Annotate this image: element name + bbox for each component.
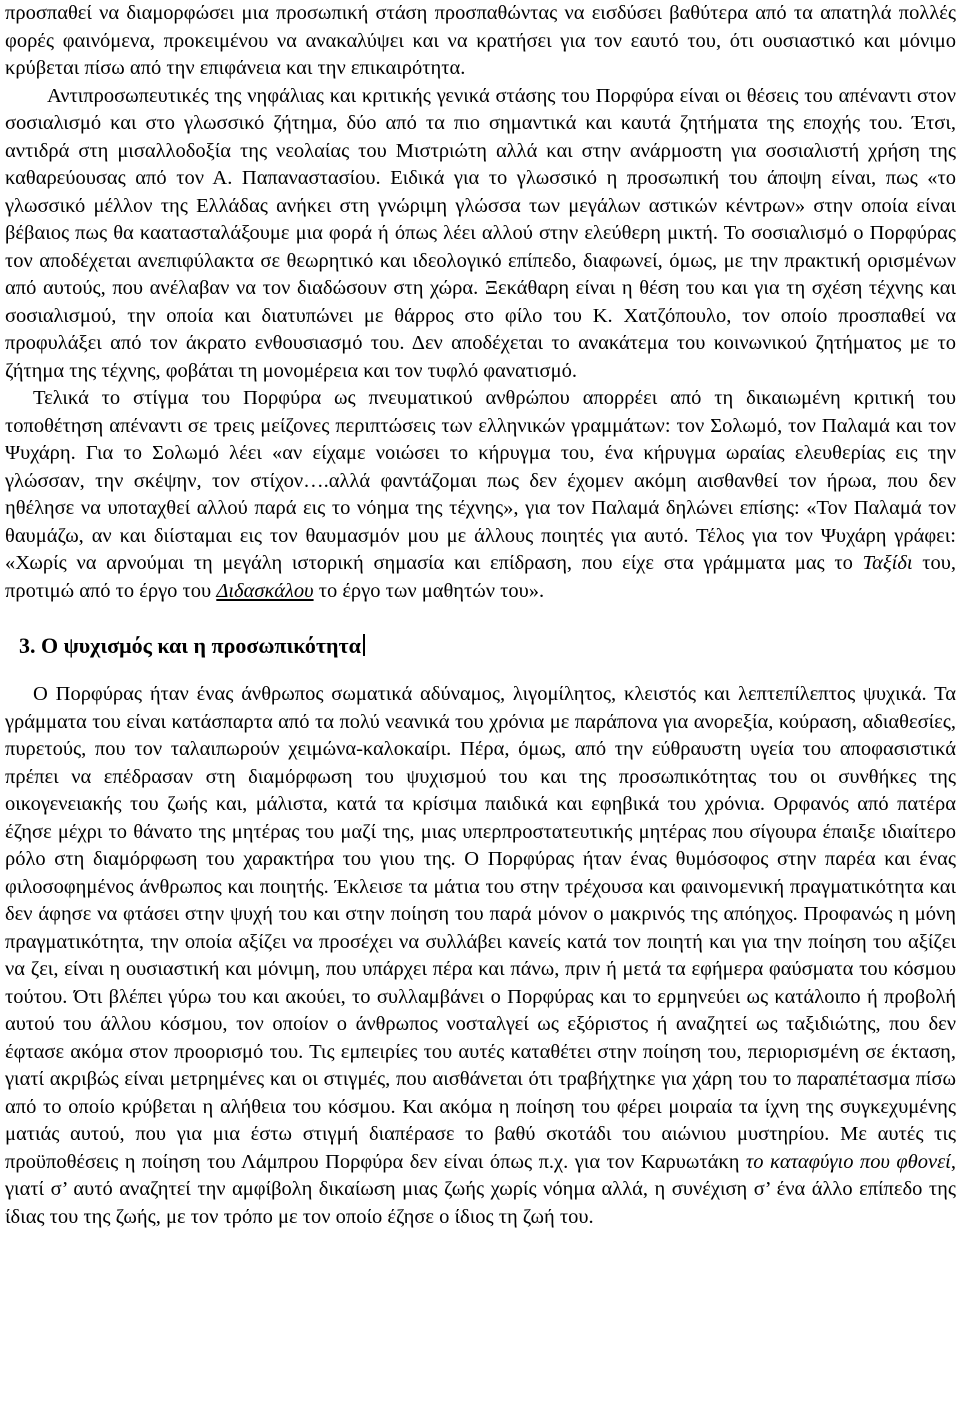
paragraph-text-a: Τελικά το στίγμα του Πορφύρα ως πνευματικού ανθρώπου απορρέει από τη δικαιωμένη κριτική του τοποθέτηση απέναντι σε τρεις μείζονες περιπτώσεις των ελληνικών γραμμάτων: τον Σολωμό, τον Παλαμά και τον Ψυχάρη. Για το Σολωμό λέει «αν είχαμε νοιώσει το κήρυγμα του, ένα κήρυγμα ωραίας ελευθερίας εις την γλώσσαν, την σκέψην, τον στίχον….αλλά φαντάζομαι πως δεν έχομεν ακόμη αισθανθεί τον ήρωα, που δεν ηθέλησε να υποταχθεί αλλού παρά εις το νόημα της τέχνης», για τον Παλαμά δηλώνει επίσης: «Τον Παλαμά τον θαυμάζω, αν και διίσταμαι εις τον θαυμασμόν μου με άλλους ποιητές για αυτό. Τέλος για τον Ψυχάρη γράφει: «Χωρίς να αρνούμαι τη μεγάλη ιστορική σημασία και επίδραση, που είχε στα γράμματα μας το (5, 387, 956, 574)
paragraph-text (5, 681, 956, 1231)
paragraph-text-a: Ο Πορφύρας ήταν ένας άνθρωπος σωματικά αδύναμος, λιγομίλητος, κλειστός και λεπτεπίλεπτος ψυχικά. Τα γράμματα του είναι κατάσπαρτα από τα πολύ νεανικά του χρόνια με παράπονα για ανορεξία, κούραση, αδιαθεσίες, πυρετούς, που τον ταλαιπωρούν χειμώνα-καλοκαίρι. Πέρα, όμως, από την εύθραυστη υγεία του αποφασιστικά πρέπει να επέδρασαν στη διαμόρφωση του ψυχισμού του και της προσωπικότητας του οι συνθήκες της οικογενειακής του ζωής και, μάλιστα, κατά τα κρίσιμα παιδικά και εφηβικά του χρόνια. Ορφανός από πατέρα έζησε μέχρι το θάνατο της μητέρας του μαζί της, μιας υπερπροστατευτικής μητέρας που σίγουρα έπαιξε ιδιαίτερο ρόλο στη διαμόρφωση του χαρακτήρα του γιου της. Ο Πορφύρας ήταν ένας θυμόσοφος στην παρέα και ένας φιλοσοφημένος άνθρωπος και ποιητής. Έκλεισε τα μάτια του στην τρέχουσα και φαινομενική πραγματικότητα και δεν άφησε να φτάσει στην ψυχή του και στην ποίηση του παρά μόνον ο μακρινός της απόηχος. Προφανώς η μόνη πραγματικότητα, την οποία αξίζει να προσέχει να συλλάβει κανείς κατά τον ποιητή και για την ποίηση του αξίζει να ζει, είναι η ουσιαστική και μόνιμη, που υπάρχει πέρα και πάνω, πριν ή μετά τα εφήμερα φαύσματα του κόσμου τούτου. Ότι βλέπει γύρω του και ακούει, το συλλαμβάνει ο Πορφύρας και το ερμηνεύει ως κατάλοιπο ή προβολή αυτού του άλλου κόσμου, τον οποίον ο άνθρωπος νοσταλγεί ως εξόριστος ή αναζητεί ως ταξιδιώτης, που δεν έφτασε ακόμα στον προορισμό του. Τις εμπειρίες του αυτές καταθέτει στην ποίηση του, περιορισμένη σε έκταση, γιατί ακριβώς είναι μετρημένες και οι στιγμές, που αισθάνεται ότι τραβήχτηκε για χάρη του το παραπέτασμα πίσω από το οποίο κρύβεται η αλήθεια του κόσμου. Και ακόμα η ποίηση του φέρει μοιραία τα ίχνη της συγκεχυμένης ματιάς αυτού, που για μια έστω στιγμή διαπέρασε το βαθύ σκοτάδι του αιώνιου μυστηρίου. Με αυτές τις προϋποθέσεις η ποίηση του Λάμπρου Πορφύρα δεν είναι όπως π.χ. για τον Καρυωτάκη (5, 683, 956, 1173)
italic-quote-katafygio: το καταφύγιο που φθονεί (745, 1150, 951, 1173)
paragraph-critical-position (5, 385, 956, 605)
paragraph-continuation: προσπαθεί να διαμορφώσει μια προσωπική στάση προσπαθώντας να εισδύσει βαθύτερα από τα απατηλά πολλές φορές φαινόμενα, προκειμένου να ανακαλύψει και να κρατήσει για τον εαυτό του, ότι ουσιαστικό και μόνιμο κρύβεται πίσω από την επιφάνεια και την επικαιρότητα. (5, 2, 956, 79)
paragraph-socialism-language (5, 0, 956, 385)
paragraph-text-b: , γιατί σ’ αυτό αναζητεί την αμφίβολη δικαίωση μιας ζωής χωρίς νόημα αλλά, η συνέχιση σ’ ένα άλλο επίπεδο της ίδιας του της ζωής, με τον τρόπο με τον οποίο έζησε ο ίδιος τη ζωή του. (5, 1150, 956, 1228)
paragraph-text-b: του, προτιμώ από το έργο του (5, 552, 956, 602)
paragraph-text (5, 0, 956, 385)
italic-title-taxidi: Ταξίδι (862, 552, 913, 574)
section-heading (19, 631, 956, 661)
paragraph-text-c: το έργο των μαθητών του». (313, 579, 545, 602)
cursor-mark (363, 634, 365, 656)
paragraph-body: Αντιπροσωπευτικές της νηφάλιας και κριτικής γενικά στάσης του Πορφύρα είναι οι θέσεις του απέναντι στον σοσιαλισμό και στο γλωσσικό ζήτημα, δύο από τα πιο σημαντικά και καυτά ζητήματα της εποχής του. Έτσι, αντιδρά στη μισαλλοδοξία της νεολαίας του Μιστριώτη αλλά και στην ανάρμοστη για σοσιαλιστή χρήση της καθαρεύουσας από τον Α. Παπαναστασίου. Ειδικά για το γλωσσικό η προσωπική του άποψη είναι, πως «το γλωσσικό μέλλον της Ελλάδας ανήκει στη γνώριμη γλώσσα των μεγάλων αστικών κέντρων» στην οποία είναι βέβαιος πως θα καατασταλάξουμε μια φορά ή όπως λέει αλλού στην ελεύθερη μικτή. Το σοσιαλισμό ο Πορφύρας τον αποδέχεται ανεπιφύλακτα σε θεωρητικό και ιδεολογικό επίπεδο, διαφωνεί, όμως, με την πρακτική ορισμένων από αυτούς, που ανέλαβαν να τον διαδώσουν στη χώρα. Ξεκάθαρη είναι η θέση του και για τη σχέση τέχνης και σοσιαλισμού, την οποία και διατυπώνει με θάρρος στο φίλο του Κ. Χατζόπουλο, τον οποίο προσπαθεί να προφυλάξει από τον άκρατο ενθουσιασμό του. Δεν αποδέχεται το ανακάτεμα του κοινωνικού ζητήματος με το ζήτημα της τέχνης, φοβάται τη μονομέρεια και τον τυφλό φανατισμό. (5, 84, 956, 382)
section-heading-text: 3. Ο ψυχισμός και η προσωπικότητα (19, 633, 361, 658)
paragraph-text (5, 385, 956, 605)
italic-title-didaskalou: Διδασκάλου (216, 579, 314, 602)
paragraph-psyche-personality (5, 681, 956, 1231)
